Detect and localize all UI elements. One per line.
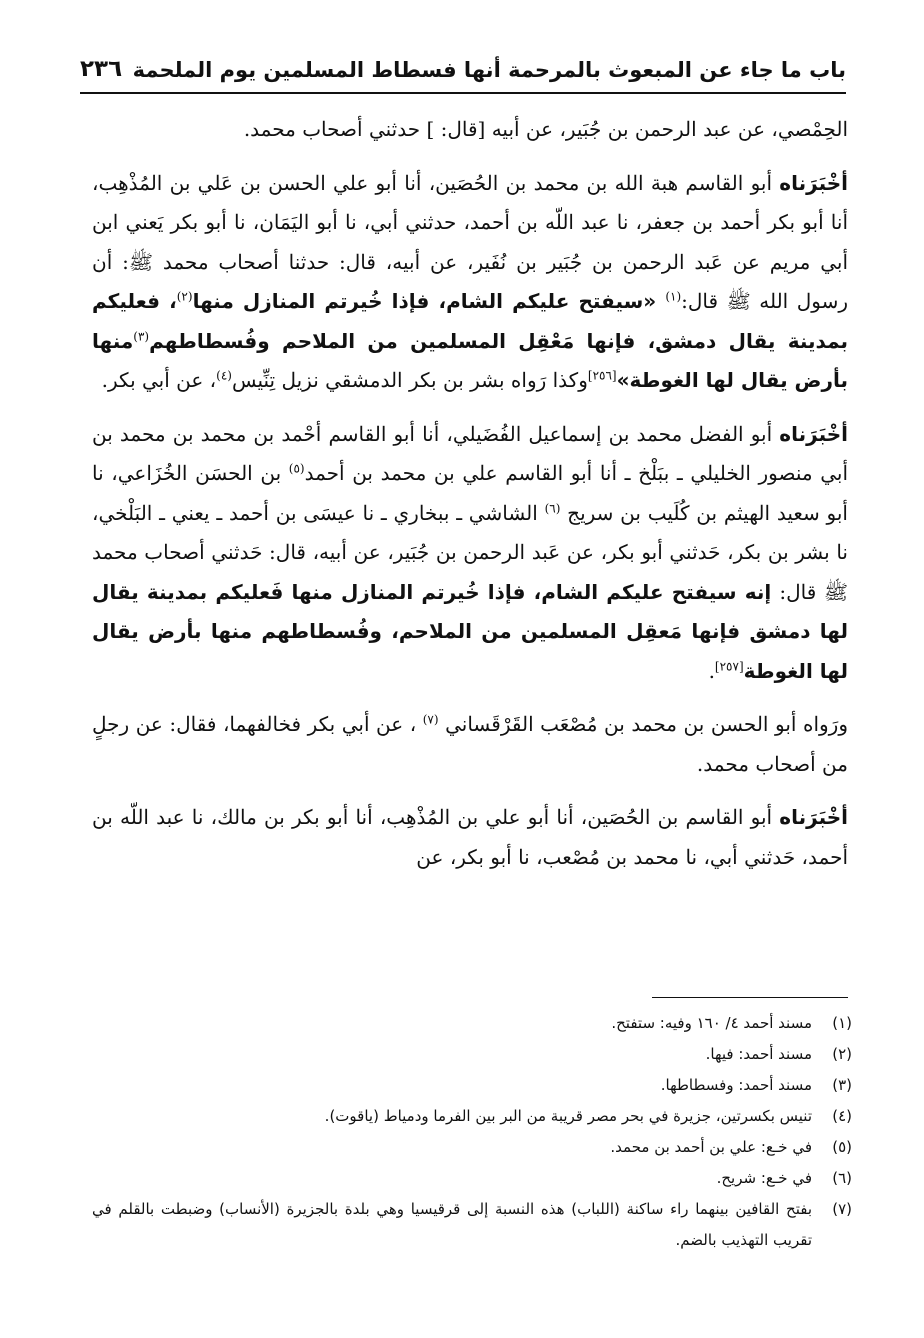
paragraph-2 bbox=[92, 164, 848, 401]
footnote-text: في خـع: علي بن أحمد بن محمد. bbox=[610, 1138, 812, 1156]
paragraph-5 bbox=[92, 798, 848, 877]
chapter-title: باب ما جاء عن المبعوث بالمرحمة أنها فسطاط المسلمين يوم الملحمة bbox=[132, 58, 846, 82]
page-number: ٢٣٦ bbox=[80, 56, 123, 82]
isnad-text: أبو القاسم بن الحُصَين، أنا أبو علي بن المُذْهِب، أنا أبو بكر بن مالك، نا عبد اللّه بن أحمد، حَدثني أبي، نا محمد بن مُصْعب، نا أبو بكر، عن bbox=[92, 805, 848, 869]
narration-text: ، عن أبي بكر. bbox=[101, 368, 217, 392]
footnote-text: مسند أحمد: فيها. bbox=[705, 1045, 812, 1063]
isnad-text: أبو الفضل محمد بن إسماعيل الفُضَيلي، أنا أبو القاسم أحْمد بن محمد بن محمد بن أبي منصور الخليلي ـ ببَلْخ ـ أنا أبو القاسم علي بن محمد بن أحمد bbox=[92, 421, 849, 485]
paragraph-1-text: الحِمْصي، عن عبد الرحمن بن جُبَير، عن أبيه [قال: ] حدثني أصحاب محمد. bbox=[243, 117, 848, 141]
footnote-marker-5[interactable]: (٥) bbox=[288, 461, 305, 476]
isnad-text: أبو القاسم هبة الله بن محمد بن الحُصَين، أنا أبو علي الحسن بن عَلي بن المُذْهِب، أنا أبو بكر أحمد بن جعفر، نا عبد اللّه بن أحمد، حدثني أبي، نا أبو اليَمَان، نا أبو بكر يَعني ابن أبي مريم عن عَبد الرحمن بن جُبَير بن نُفَير، عن أبيه، قال: حدثنا أصحاب محمد ﷺ: أن رسول الله ﷺ قال: bbox=[92, 170, 848, 313]
footnote-item bbox=[92, 1008, 852, 1039]
footnote-item bbox=[92, 1163, 852, 1194]
footnote-item bbox=[92, 1132, 852, 1163]
footnote-marker-1[interactable]: (١) bbox=[665, 289, 682, 304]
footnote-number: (٦) bbox=[832, 1169, 852, 1187]
hadith-text: إنه سيفتح عليكم الشام، فإذا خُيرتم المنازل منها فَعليكم بمدينة يقال لها دمشق فإنها مَعقِل المسلمين من الملاحم، وفُسطاطهم منها بأرض يقال لها الغوطة bbox=[92, 579, 848, 683]
paragraph-4 bbox=[92, 705, 848, 784]
footnote-marker-6[interactable]: (٦) bbox=[544, 500, 561, 515]
lead-word: أخْبَرَناه bbox=[779, 170, 848, 195]
footnote-number: (٢) bbox=[832, 1045, 852, 1063]
isnad-text: الشاشي ـ ببخاري ـ نا عيسَى بن أحمد ـ يعني ـ البَلْخي، نا بشر بن بكر، حَدثني أبو بكر، عن عَبد الرحمن بن جُبَير، عن أبيه، قال: حَدثني أصحاب محمد ﷺ قال: bbox=[92, 500, 848, 604]
footnote-number: (١) bbox=[832, 1014, 852, 1032]
footnote-item bbox=[92, 1070, 852, 1101]
footnote-text: في خـع: شريح. bbox=[716, 1169, 812, 1187]
footnote-marker-3[interactable]: (٣) bbox=[133, 328, 150, 343]
paragraph-1 bbox=[92, 110, 848, 150]
narration-text: ، عن أبي بكر فخالفهما، فقال: عن رجلٍ من أصحاب محمد. bbox=[92, 712, 848, 776]
hadith-text: ، فعليكم بمدينة يقال دمشق، فإنها مَعْقِل المسلمين من الملاحم وفُسطاطهم bbox=[92, 289, 848, 353]
isnad-text: بن الحسَن الخُزَاعي، نا أبو سعيد الهيثم بن كُلَيب بن سريج bbox=[92, 461, 848, 525]
footnote-number: (٧) bbox=[832, 1200, 852, 1218]
narration-text: وكذا رَواه بشر بن بكر الدمشقي نزيل تِنِّيس bbox=[231, 368, 588, 392]
footnote-text: مسند أحمد: وفسطاطها. bbox=[660, 1076, 812, 1094]
footnotes bbox=[92, 1008, 852, 1256]
paragraph-3 bbox=[92, 415, 848, 692]
footnote-number: (٣) bbox=[832, 1076, 852, 1094]
footnote-marker-4[interactable]: (٤) bbox=[216, 368, 232, 383]
footnote-item bbox=[92, 1101, 852, 1132]
footnote-text: تنيس بكسرتين، جزيرة في بحر مصر قريبة من البر بين الفرما ودمياط (ياقوت). bbox=[324, 1107, 812, 1125]
narration-text: ورَواه أبو الحسن بن محمد بن مُصْعَب القَرْقَساني bbox=[438, 712, 848, 736]
main-text bbox=[92, 110, 848, 877]
footnote-number: (٥) bbox=[832, 1138, 852, 1156]
sentence-end: . bbox=[708, 658, 715, 683]
footnote-item bbox=[92, 1194, 852, 1256]
footnote-marker-2[interactable]: (٢) bbox=[176, 289, 193, 304]
lead-word: أخْبَرَناه bbox=[779, 805, 848, 829]
lead-word: أخْبَرَناه bbox=[779, 421, 848, 446]
footnote-text: بفتح القافين بينهما راء ساكنة (اللباب) هذه النسبة إلى قرقيسيا وهي بلدة بالجزيرة (الأنساب) وضبطت بالقلم في تقريب التهذيب بالضم. bbox=[92, 1200, 812, 1249]
hadith-text: «سيفتح عليكم الشام، فإذا خُيرتم المنازل منها bbox=[192, 289, 666, 313]
footnote-item bbox=[92, 1039, 852, 1070]
reference-number: [٢٥٧] bbox=[714, 658, 744, 673]
footnote-number: (٤) bbox=[832, 1107, 852, 1125]
footnote-text: مسند أحمد ٤/ ١٦٠ وفيه: ستفتح. bbox=[611, 1014, 812, 1032]
hadith-text: منها بأرض يقال لها الغوطة» bbox=[92, 328, 848, 392]
footnote-divider bbox=[652, 997, 848, 998]
footnote-marker-7[interactable]: (٧) bbox=[422, 712, 439, 727]
page-header bbox=[80, 52, 846, 94]
reference-number: [٢٥٦] bbox=[587, 368, 617, 383]
